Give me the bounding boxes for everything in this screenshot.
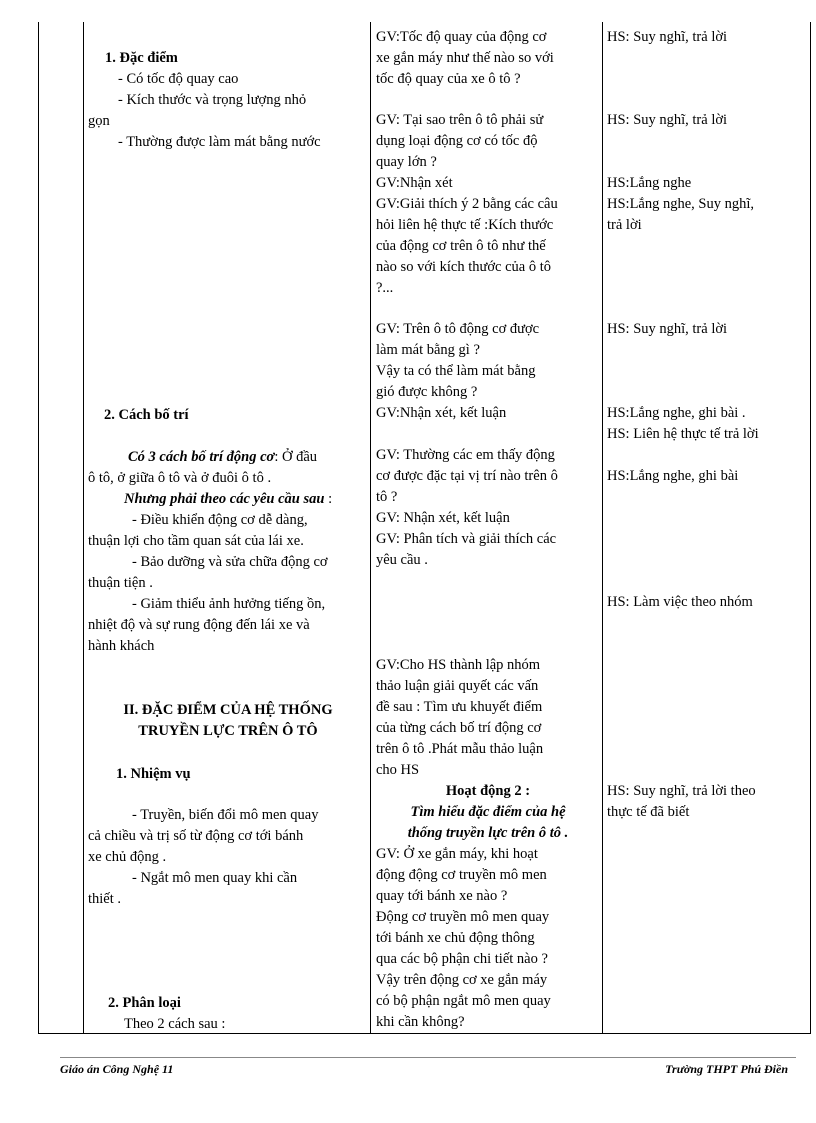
teacher-line: có bộ phận ngắt mô men quay xyxy=(376,993,551,1009)
task-line: xe chủ động . xyxy=(88,849,167,865)
teacher-line: ?... xyxy=(376,280,394,296)
teacher-line: GV:Tốc độ quay của động cơ xyxy=(376,29,547,45)
teacher-line: Vậy trên động cơ xe gắn máy xyxy=(376,972,548,988)
teacher-line: GV: Phân tích và giải thích các xyxy=(376,531,557,547)
section-2-title-line2: TRUYỀN LỰC TRÊN Ô TÔ xyxy=(138,723,318,739)
teacher-line: GV: Trên ô tô động cơ được xyxy=(376,321,540,337)
teacher-line: trên ô tô .Phát mẫu thảo luận xyxy=(376,741,544,757)
footer-right: Trường THPT Phú Điền xyxy=(665,1062,788,1076)
requirements-bold: Nhưng phải theo các yêu cầu sau xyxy=(124,491,325,507)
requirements-lead xyxy=(124,489,332,510)
heading-layout: 2. Cách bố trí xyxy=(104,407,189,423)
requirement-line: thuận lợi cho tầm quan sát của lái xe. xyxy=(88,533,304,549)
student-line: thực tế đã biết xyxy=(607,804,690,820)
task-line: - Truyền, biến đổi mô men quay xyxy=(132,807,319,823)
heading-classification: 2. Phân loại xyxy=(108,995,181,1011)
table-border-right xyxy=(810,22,811,1034)
classification-line: Theo 2 cách sau : xyxy=(124,1016,226,1032)
teacher-line: GV:Nhận xét xyxy=(376,175,453,191)
student-line: HS:Lắng nghe, ghi bài xyxy=(607,468,739,484)
student-line: HS:Lắng nghe, ghi bài . xyxy=(607,405,746,421)
table-divider-3 xyxy=(602,22,603,1034)
student-line: HS: Làm việc theo nhóm xyxy=(607,594,753,610)
teacher-line: Động cơ truyền mô men quay xyxy=(376,909,550,925)
student-line: HS: Suy nghĩ, trả lời xyxy=(607,321,728,337)
requirement-line: thuận tiện . xyxy=(88,575,153,591)
teacher-line: nào so với kích thước của ô tô xyxy=(376,259,552,275)
teacher-line: của động cơ trên ô tô như thế xyxy=(376,238,546,254)
teacher-line: làm mát bằng gì ? xyxy=(376,342,480,358)
section-2-title-line1: II. ĐẶC ĐIỂM CỦA HỆ THỐNG xyxy=(123,702,333,718)
requirement-line: hành khách xyxy=(88,638,155,654)
table-divider-2 xyxy=(370,22,371,1034)
teacher-line: yêu cầu . xyxy=(376,552,428,568)
teacher-line: Vậy ta có thể làm mát bằng xyxy=(376,363,536,379)
teacher-line: qua các bộ phận chi tiết nào ? xyxy=(376,951,548,967)
task-line: thiết . xyxy=(88,891,122,907)
teacher-line: cho HS xyxy=(376,762,420,778)
teacher-line: quay tới bánh xe nào ? xyxy=(376,888,508,904)
student-column xyxy=(607,0,807,1033)
task-line: cả chiều và trị số từ động cơ tới bánh xyxy=(88,828,304,844)
teacher-line: GV:Cho HS thành lập nhóm xyxy=(376,657,541,673)
activity-2-subtitle-2: thống truyền lực trên ô tô . xyxy=(407,825,569,841)
teacher-line: thảo luận giải quyết các vấn xyxy=(376,678,539,694)
student-line: HS: Suy nghĩ, trả lời xyxy=(607,112,728,128)
table-divider-1 xyxy=(83,22,84,1034)
teacher-line: đề sau : Tìm ưu khuyết điểm xyxy=(376,699,543,715)
teacher-line: tô ? xyxy=(376,489,398,505)
requirement-line: - Giảm thiểu ảnh hưởng tiếng ồn, xyxy=(132,596,326,612)
requirement-line: - Bảo dưỡng và sửa chữa động cơ xyxy=(132,554,328,570)
layout-lead xyxy=(128,447,317,468)
footer-rule xyxy=(60,1057,796,1058)
teacher-line: cơ được đặc tại vị trí nào trên ô xyxy=(376,468,558,484)
feature-line: gọn xyxy=(88,113,110,129)
teacher-line: dụng loại động cơ có tốc độ xyxy=(376,133,538,149)
student-line: HS:Lắng nghe xyxy=(607,175,692,191)
task-line: - Ngắt mô men quay khi cần xyxy=(132,870,298,886)
student-line: HS: Suy nghĩ, trả lời theo xyxy=(607,783,756,799)
heading-tasks: 1. Nhiệm vụ xyxy=(116,766,191,782)
activity-2-title: Hoạt động 2 : xyxy=(445,783,531,799)
teacher-line: GV:Nhận xét, kết luận xyxy=(376,405,507,421)
requirement-line: nhiệt độ và sự rung động đến lái xe và xyxy=(88,617,310,633)
feature-line: - Thường được làm mát bằng nước xyxy=(118,134,321,150)
requirements-rest: : xyxy=(328,491,333,507)
student-line: trả lời xyxy=(607,217,642,233)
teacher-line: khi cần không? xyxy=(376,1014,465,1030)
student-line: HS: Suy nghĩ, trả lời xyxy=(607,29,728,45)
teacher-line: GV: Thường các em thấy động xyxy=(376,447,555,463)
feature-line: - Kích thước và trọng lượng nhỏ xyxy=(118,92,307,108)
teacher-line: GV: Tại sao trên ô tô phải sử xyxy=(376,112,544,128)
teacher-line: động động cơ truyền mô men xyxy=(376,867,547,883)
requirement-line: - Điều khiển động cơ dễ dàng, xyxy=(132,512,308,528)
teacher-line: tới bánh xe chủ động thông xyxy=(376,930,535,946)
footer-left: Giáo án Công Nghệ 11 xyxy=(60,1062,174,1076)
content-column xyxy=(88,0,368,1033)
teacher-line: GV: Ở xe gắn máy, khi hoạt xyxy=(376,846,538,862)
layout-lead-bold: Có 3 cách bố trí động cơ xyxy=(128,449,275,465)
feature-line: - Có tốc độ quay cao xyxy=(118,71,239,87)
activity-2-subtitle-1: Tìm hiểu đặc điểm của hệ xyxy=(410,804,566,820)
layout-line: ô tô, ở giữa ô tô và ở đuôi ô tô . xyxy=(88,470,272,486)
teacher-line: tốc độ quay của xe ô tô ? xyxy=(376,71,521,87)
teacher-line: hỏi liên hệ thực tế :Kích thước xyxy=(376,217,554,233)
table-border-left xyxy=(38,22,39,1034)
teacher-line: GV:Giải thích ý 2 bằng các câu xyxy=(376,196,558,212)
teacher-line: quay lớn ? xyxy=(376,154,437,170)
teacher-line: của từng cách bố trí động cơ xyxy=(376,720,542,736)
layout-lead-rest: : Ở đầu xyxy=(274,449,318,465)
student-line: HS:Lắng nghe, Suy nghĩ, xyxy=(607,196,755,212)
student-line: HS: Liên hệ thực tế trả lời xyxy=(607,426,759,442)
heading-features: 1. Đặc điểm xyxy=(105,50,178,66)
teacher-line: gió được không ? xyxy=(376,384,478,400)
teacher-line: GV: Nhận xét, kết luận xyxy=(376,510,510,526)
teacher-line: xe gắn máy như thế nào so với xyxy=(376,50,554,66)
teacher-column xyxy=(376,0,600,1033)
